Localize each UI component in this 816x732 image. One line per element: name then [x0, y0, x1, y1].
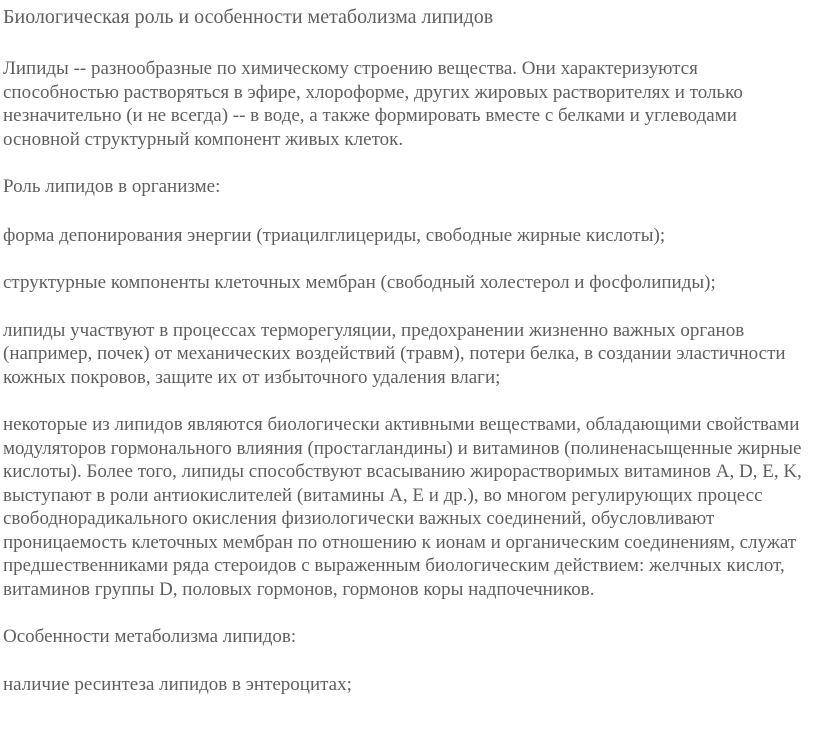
document-page — [3, 0, 813, 696]
role-item-energy: форма депонирования энергии (триацилглицериды, свободные жирные кислоты); — [3, 224, 666, 246]
role-item-membranes: структурные компоненты клеточных мембран (свободный холестерол и фосфолипиды); — [3, 272, 716, 293]
metabolism-item-resynthesis: наличие ресинтеза липидов в энтероцитах; — [3, 673, 352, 695]
roles-heading: Роль липидов в организме: — [3, 176, 221, 197]
role-item-thermoregulation: липиды участвуют в процессах терморегуляции, предохранении жизненно важных органов (например, почек) от механических воздействий (травм), потери белка, в создании эластичности кожных покровов, защите их от избыточного удаления влаги; — [3, 319, 786, 388]
role-item-bioactive: некоторые из липидов являются биологически активными веществами, обладающими свойствами модуляторов гормонального влияния (простагландины) и витаминов (полиненасыщенные жирные кислоты). Более того, липиды способствуют всасыванию жирорастворимых витаминов A, D, E, K, выступают в роли антиокислителей (витамины А, Е и др.), во многом регулирующих процесс свободнорадикального окисления физиологически важных соединений, обусловливают проницаемость клеточных мембран по отношению к ионам и органическим соединениям, служат предшественниками ряда стероидов с выраженным биологическим действием: желчных кислот, витаминов группы D, половых гормонов, гормонов коры надпочечников. — [3, 414, 802, 600]
metabolism-heading: Особенности метаболизма липидов: — [3, 626, 297, 647]
intro-paragraph: Липиды -- разнообразные по химическому строению вещества. Они характеризуются способностью растворяться в эфире, хлороформе, других жировых растворителях и только незначительно (и не всегда) -- в воде, а также формировать вместе с белками и углеводами основной структурный компонент живых клеток. — [3, 58, 743, 150]
document-title: Биологическая роль и особенности метаболизма липидов — [3, 6, 494, 28]
